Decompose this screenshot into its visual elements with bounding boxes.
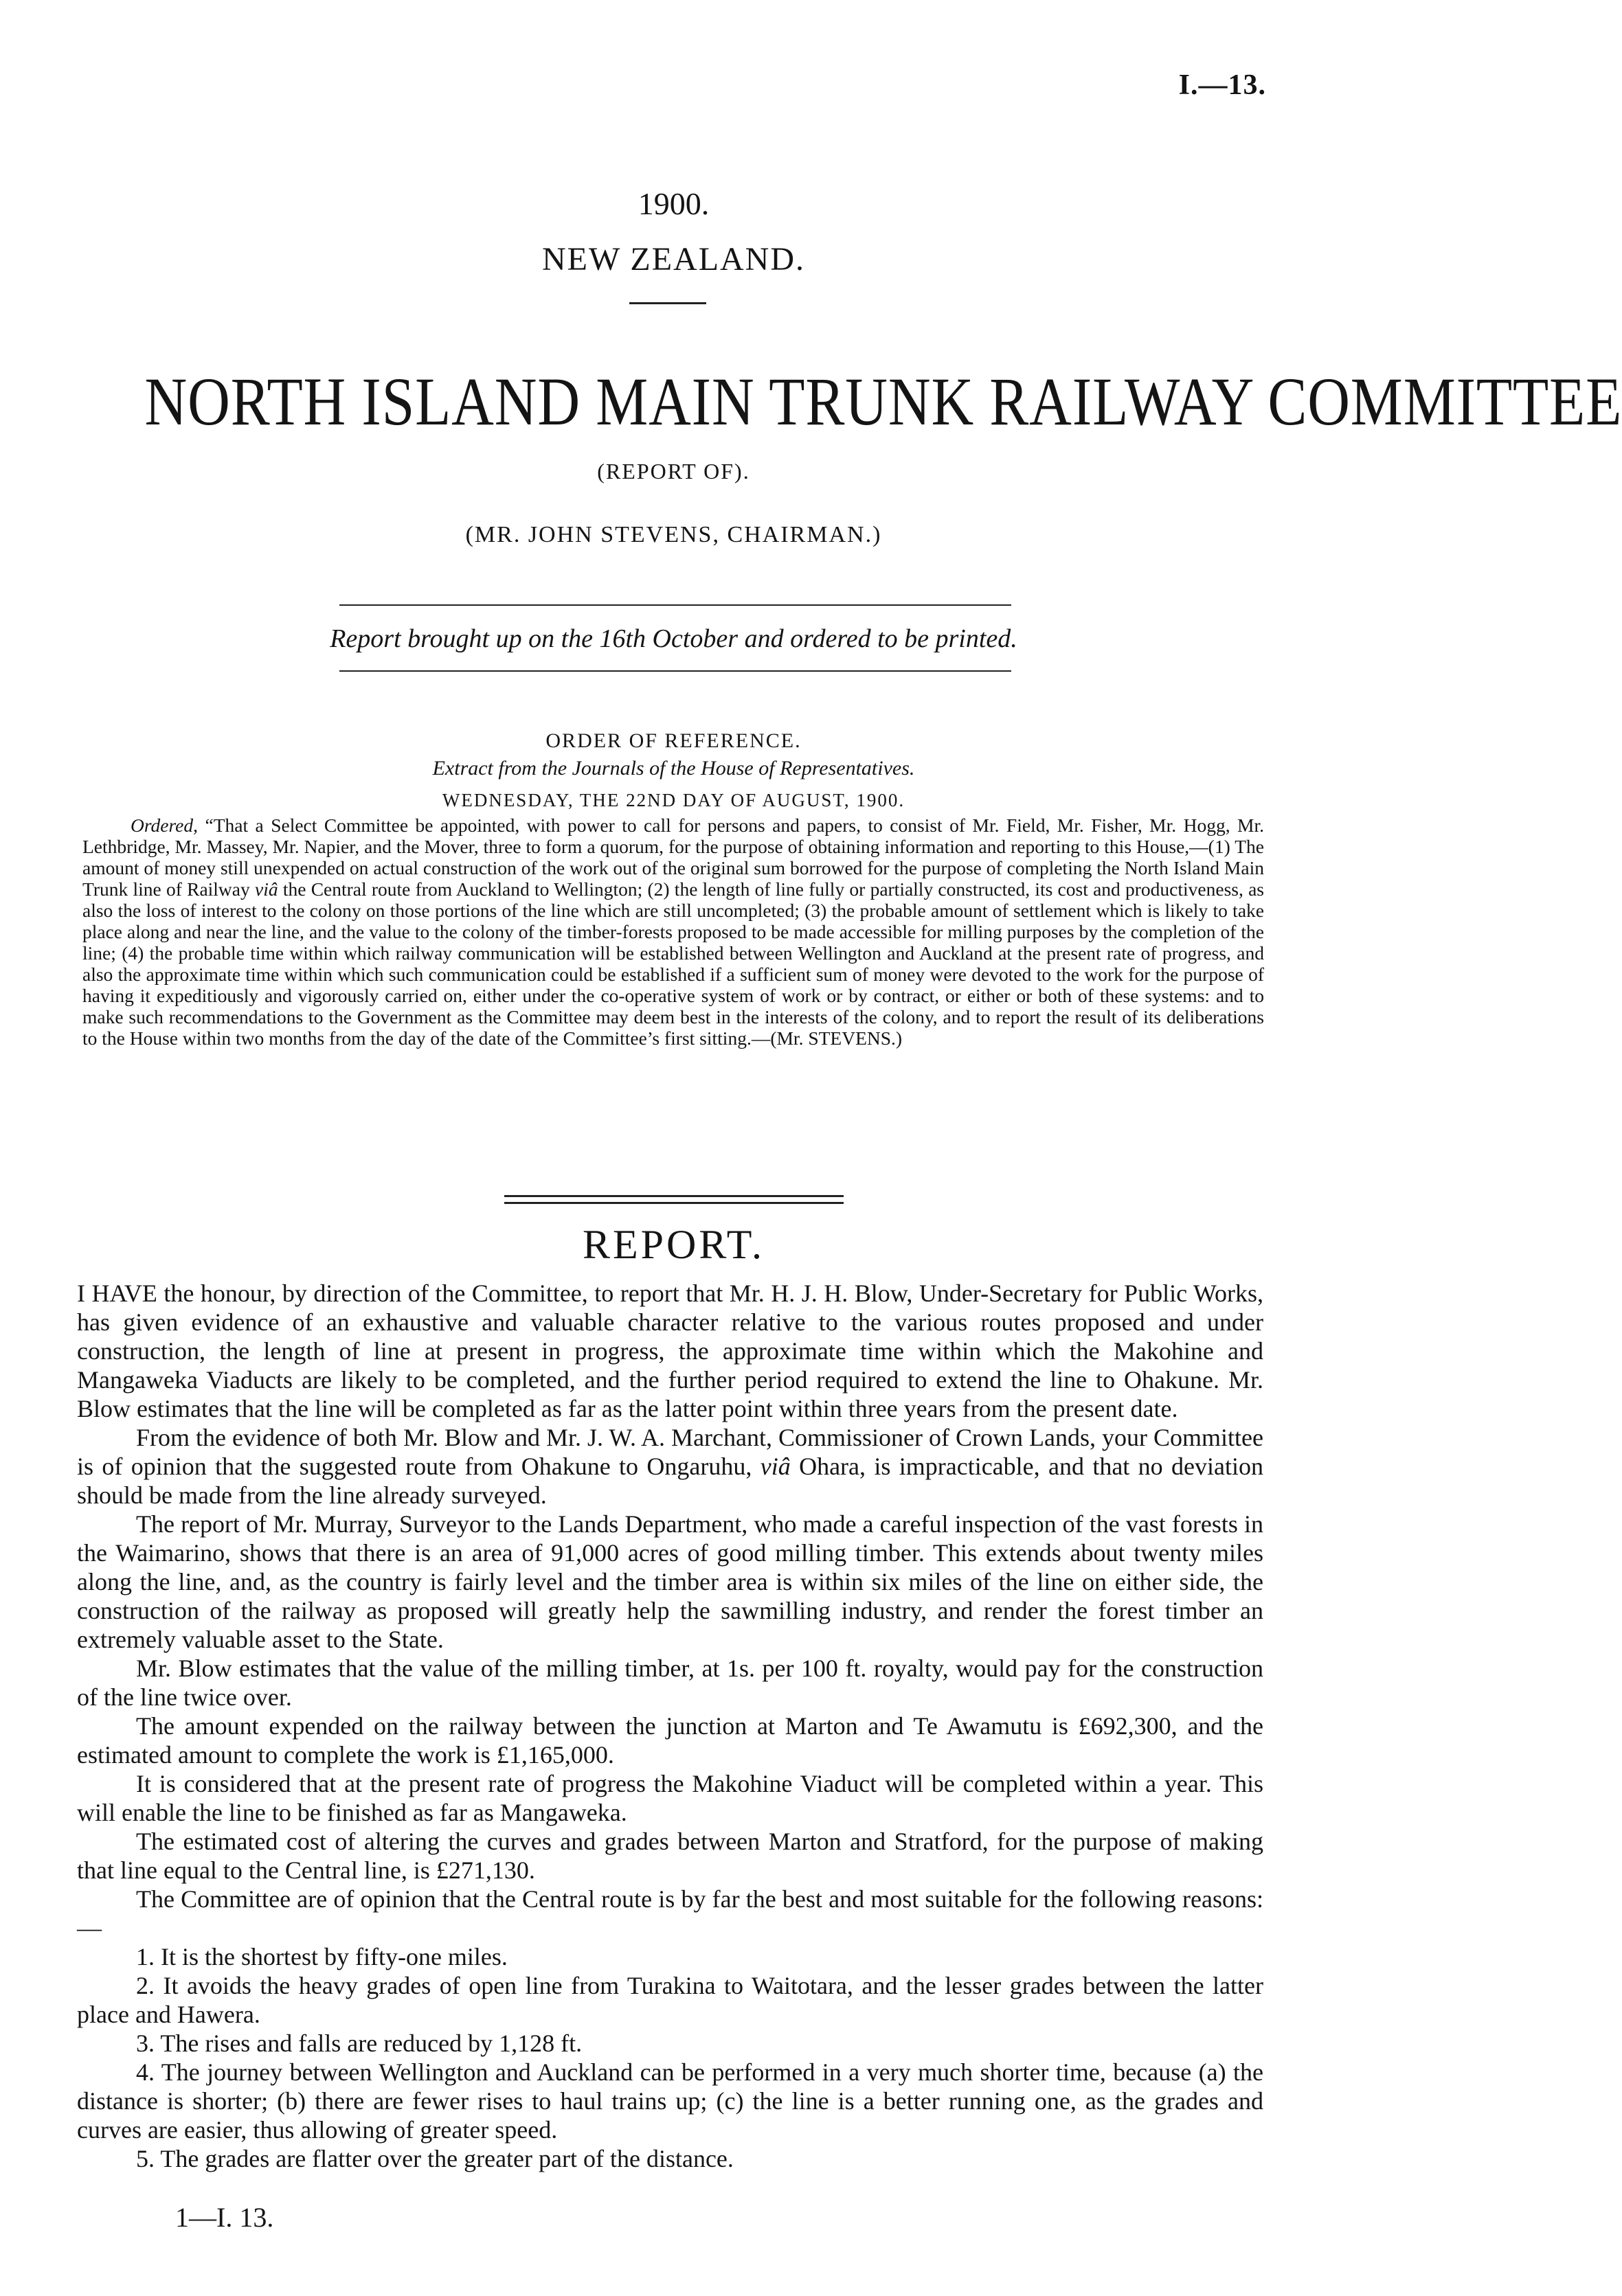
report-paragraph: The report of Mr. Murray, Surveyor to the Lands Department, who made a careful inspection of the vast forests in the Waimarino, shows that there is an area of 91,000 acres of good milling timber. This extends about twenty miles along the line, and, as the country is fairly level and the timber area is within six miles of the line on either side, the construction of the railway as proposed will greatly help the sawmilling industry, and render the forest timber an extremely valuable asset to the State.: [77, 1510, 1263, 1653]
double-rule-bottom: [504, 1202, 844, 1204]
report-paragraph: I HAVE the honour, by direction of the Committee, to report that Mr. H. J. H. Blow, Under-Secretary for Public Works, has given evidence of an exhaustive and valuable character relative to the various routes proposed and under construction, the length of line at present in progress, the approximate time within which the Makohine and Mangaweka Viaducts are likely to be completed, and the further period required to extend the line to Ohakune. Mr. Blow estimates that the line will be completed as far as the latter point within three years from the present date.: [77, 1280, 1264, 1422]
report-paragraph: The estimated cost of altering the curves and grades between Marton and Stratford, for the purpose of making that line equal to the Central line, is £271,130.: [77, 1828, 1263, 1884]
main-title: NORTH ISLAND MAIN TRUNK RAILWAY COMMITTEE: [144, 363, 1622, 440]
reason-item: 4. The journey between Wellington and Auckland can be performed in a very much shorter time, because (a) the distance is shorter; (b) there are fewer rises to haul trains up; (c) the line is a better running one, as the grades and curves are easier, thus allowing of greater speed.: [77, 2058, 1263, 2144]
report-paragraph: The Committee are of opinion that the Central route is by far the best and most suitable for the following reasons:—: [77, 1885, 1263, 1942]
extract-line: Extract from the Journals of the House of Representatives.: [432, 757, 915, 780]
divider-top: [339, 604, 1011, 606]
order-text-part-2: the Central route from Auckland to Wellington; (2) the length of line fully or partially constructed, its cost and productiveness, as also the loss of interest to the colony on those portions of the line which are still uncompleted; (3) the probable amount of settlement which is likely to take place along and near the line, and the value to the colony of the timber-forests proposed to be made accessible for milling purposes by the completion of the line; (4) the probable time within which railway communication will be established between Wellington and Auckland at the present rate of progress, and also the approximate time within which such communication could be established if a sufficient sum of money were devoted to the work for the purpose of having it expeditiously and vigorously carried on, either under the co-operative system of work or by contract, or either or both of these systems: and to make such recommendations to the Government as the Committee may deem best in the interests of the colony, and to report the result of its deliberations to the House within two months from the day of the date of the Committee’s first sitting.—(Mr. STEVENS.): [82, 878, 1265, 1049]
report-heading: REPORT.: [583, 1222, 765, 1267]
page-number: I.—13.: [1178, 69, 1266, 101]
country: NEW ZEALAND.: [541, 241, 806, 277]
report-paragraph: Mr. Blow estimates that the value of the milling timber, at 1s. per 100 ft. royalty, would pay for the construction of the line twice over.: [77, 1655, 1263, 1711]
divider-bottom: [339, 670, 1011, 672]
report-paragraph: It is considered that at the present rate of progress the Makohine Viaduct will be completed within a year. This will enable the line to be finished as far as Mangaweka.: [77, 1770, 1263, 1826]
report-body: [77, 1279, 1263, 2173]
order-of-reference-text: [82, 815, 1264, 1049]
reason-item: 1. It is the shortest by fifty-one miles.: [136, 1943, 508, 1970]
report-paragraph: The amount expended on the railway between the junction at Marton and Te Awamutu is £692,300, and the estimated amount to complete the work is £1,165,000.: [77, 1712, 1263, 1769]
reason-item: 3. The rises and falls are reduced by 1,128 ft.: [136, 2030, 583, 2057]
chairman-line: (MR. JOHN STEVENS, CHAIRMAN.): [465, 522, 882, 547]
order-text-part-1: “That a Select Committee be appointed, with power to call for persons and papers, to consist of Mr. Field, Mr. Fisher, Mr. Hogg, Mr. Lethbridge, Mr. Massey, Mr. Napier, and the Mover, three to form a quorum, for the purpose of obtaining information and reporting to this House,—(1) The amount of money still unexpended on actual construction of the work out of the original sum borrowed for the purpose of completing the North Island Main Trunk line of Railway: [82, 815, 1265, 900]
subtitle: (REPORT OF).: [597, 459, 750, 484]
year: 1900.: [638, 186, 710, 221]
opening-word: I HAVE: [77, 1280, 157, 1307]
brought-up-line: Report brought up on the 16th October and ordered to be printed.: [330, 624, 1017, 653]
date-line: WEDNESDAY, THE 22ND DAY OF AUGUST, 1900.: [442, 790, 905, 810]
reason-item: 5. The grades are flatter over the greater part of the distance.: [136, 2145, 734, 2172]
order-of-reference-heading: ORDER OF REFERENCE.: [545, 729, 802, 752]
double-rule-top: [504, 1195, 844, 1197]
report-paragraph: From the evidence of both Mr. Blow and Mr. J. W. A. Marchant, Commissioner of Crown Lands, your Committee is of opinion that the suggested route from Ohakune to Ongaruhu, viâ Ohara, is impracticable, and that no deviation should be made from the line already surveyed.: [77, 1424, 1263, 1509]
signature-mark: 1—I. 13.: [175, 2202, 274, 2233]
short-divider: [629, 302, 706, 304]
via-word: viâ: [255, 878, 278, 900]
reason-item: 2. It avoids the heavy grades of open line from Turakina to Waitotara, and the lesser grades between the latter place and Hawera.: [77, 1972, 1263, 2028]
ordered-word: Ordered,: [131, 815, 199, 836]
